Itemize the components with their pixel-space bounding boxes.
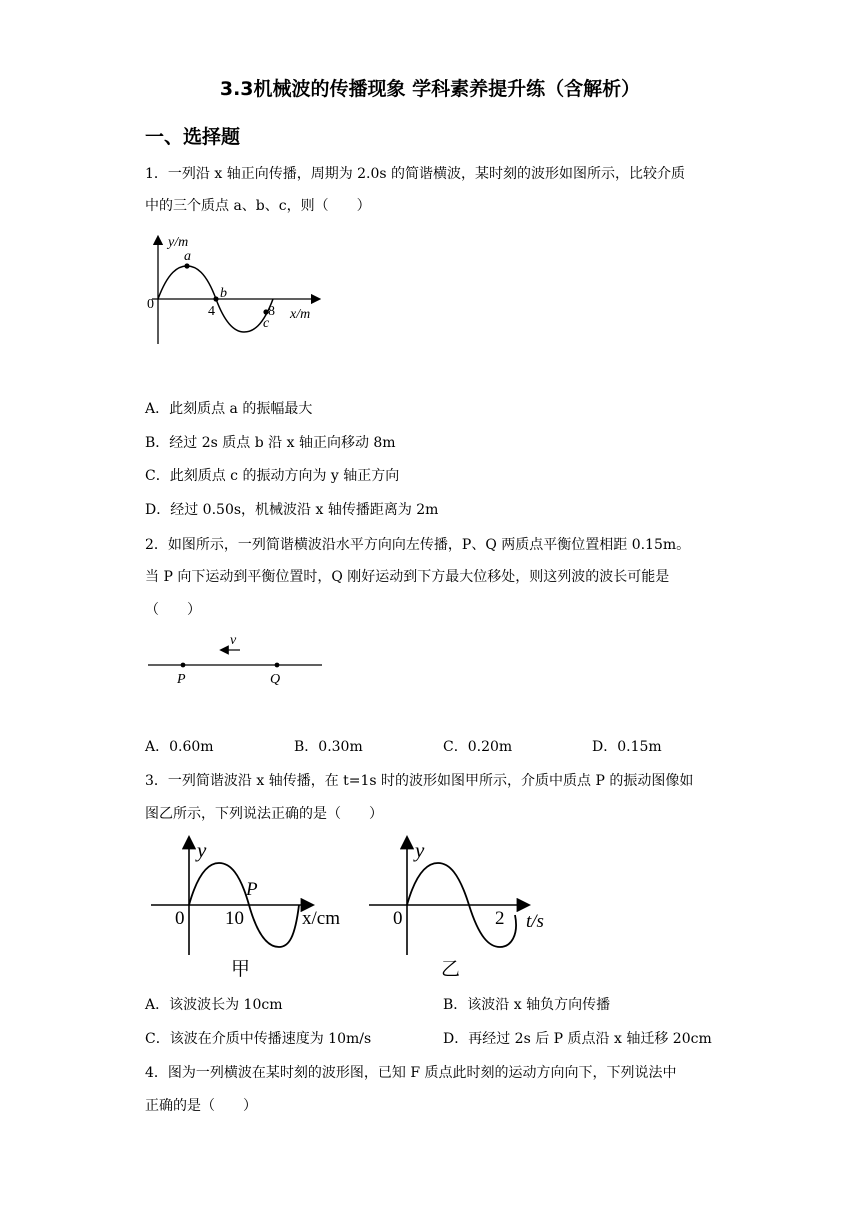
q3-option-d: D．再经过 2s 后 P 质点沿 x 轴迁移 20cm xyxy=(443,1031,712,1047)
q2-option-d: D．0.15m xyxy=(592,739,662,755)
section-heading: 一、选择题 xyxy=(145,126,241,148)
q1-point-b xyxy=(213,296,218,301)
q3b-t-label: t/s xyxy=(526,911,544,932)
q3b-y-label: y xyxy=(415,838,425,862)
q3-option-c: C．该波在介质中传播速度为 10m/s xyxy=(145,1031,372,1047)
q1-tick-4: 4 xyxy=(208,304,215,319)
q2-stem-line3: （ ） xyxy=(145,602,201,618)
q3b-caption: 乙 xyxy=(441,959,461,980)
q1-label-a: a xyxy=(184,249,191,264)
q2-stem-line1: 2．如图所示，一列简谐横波沿水平方向向左传播，P、Q 两质点平衡位置相距 0.15m。 xyxy=(145,537,691,553)
q2-stem-line2: 当 P 向下运动到平衡位置时，Q 刚好运动到下方最大位移处，则这列波的波长可能是 xyxy=(145,569,670,585)
q1-stem-line2: 中的三个质点 a、b、c，则（ ） xyxy=(145,198,371,214)
q3b-origin-label: 0 xyxy=(393,908,403,929)
q3-stem-line2: 图乙所示，下列说法正确的是（ ） xyxy=(145,806,383,822)
q3a-y-label: y xyxy=(197,838,207,862)
q4-stem-line2: 正确的是（ ） xyxy=(145,1098,257,1114)
q3a-origin-label: 0 xyxy=(175,908,185,929)
q3-stem-line1: 3．一列简谐波沿 x 轴传播，在 t=1s 时的波形如图甲所示，介质中质点 P 的振动图像如 xyxy=(145,773,694,789)
q4-stem-line1: 4．图为一列横波在某时刻的波形图，已知 F 质点此时刻的运动方向向下，下列说法中 xyxy=(145,1065,677,1081)
q3-option-a: A．该波波长为 10cm xyxy=(145,997,283,1013)
q1-option-c: C．此刻质点 c 的振动方向为 y 轴正方向 xyxy=(145,468,400,484)
q3a-tick-10: 10 xyxy=(225,908,244,929)
q3b-tick-2: 2 xyxy=(495,908,505,929)
q1-point-a xyxy=(184,263,189,268)
q3-figure-yi xyxy=(363,835,563,980)
q3a-x-label: x/cm xyxy=(302,908,340,929)
q1-y-label: y/m xyxy=(168,235,189,250)
q1-option-b: B．经过 2s 质点 b 沿 x 轴正向移动 8m xyxy=(145,435,396,451)
q2-point-q xyxy=(275,663,280,668)
q3a-caption: 甲 xyxy=(231,959,251,980)
q3a-label-p: P xyxy=(246,879,258,900)
q1-stem-line1: 1．一列沿 x 轴正向传播，周期为 2.0s 的简谐横波，某时刻的波形如图所示，比较介质 xyxy=(145,166,686,182)
q2-option-c: C．0.20m xyxy=(443,739,513,755)
q1-wave-figure xyxy=(140,232,325,350)
q1-origin-label: 0 xyxy=(147,297,154,312)
q2-label-p: P xyxy=(177,672,186,687)
q1-label-b: b xyxy=(220,286,227,301)
q2-figure xyxy=(140,630,330,690)
q1-option-d: D．经过 0.50s，机械波沿 x 轴传播距离为 2m xyxy=(145,502,439,518)
q1-label-c: c xyxy=(263,316,270,331)
q2-option-a: A．0.60m xyxy=(145,739,214,755)
q2-option-b: B．0.30m xyxy=(294,739,363,755)
q1-tick-8: 8 xyxy=(268,304,275,319)
page-title: 3.3机械波的传播现象 学科素养提升练（含解析） xyxy=(219,78,641,100)
q1-option-a: A．此刻质点 a 的振幅最大 xyxy=(145,401,313,417)
q3-figure-jia xyxy=(145,835,355,980)
q2-v-label: v xyxy=(230,633,237,648)
q1-x-label: x/m xyxy=(290,307,311,322)
q2-label-q: Q xyxy=(270,672,281,687)
q3-option-b: B．该波沿 x 轴负方向传播 xyxy=(443,997,611,1013)
q2-point-p xyxy=(181,663,186,668)
